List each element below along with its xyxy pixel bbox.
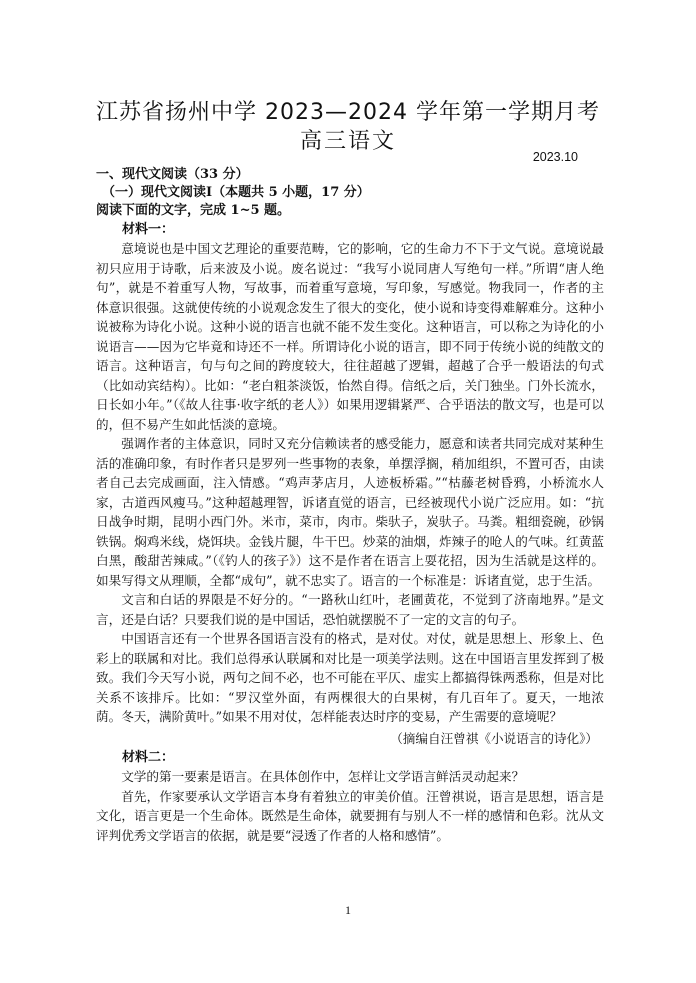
exam-date: 2023.10	[532, 150, 578, 164]
source-citation: （摘编自汪曾祺《小说语言的诗化》）	[390, 730, 598, 746]
section-heading: 一、现代文阅读（33 分）	[96, 167, 249, 182]
exam-title: 江苏省扬州中学 2023—2024 学年第一学期月考	[96, 100, 600, 125]
page-number: 1	[345, 903, 351, 917]
paragraph: 文言和白话的界限是不好分的。“一路秋山红叶，老圃黄花，不觉到了济南地界。”是文言，还是白话？只要我们说的是中国话，恐怕就摆脱不了一定的文言的句子。	[96, 592, 604, 627]
paragraph: 中国语言还有一个世界各国语言没有的格式，是对仗。对仗，就是思想上、形象上、色彩上的联属和对比。我们总得承认联属和对比是一项美学法则。这在中国语言里发挥到了极致。我们今天写小说，两句之间不必，也不可能在平仄、虚实上都搞得铢两悉称，但是对比关系不该排斥。比如：“罗汉堂外面，有两棵很大的白果树，有几百年了。夏天，一地浓荫。冬天，满阶黄叶。”如果不用对仗，怎样能表达时序的变易，产生需要的意境呢？	[96, 631, 604, 724]
material-one-label: 材料一：	[122, 222, 175, 237]
paragraph: 文学的第一要素是语言。在具体创作中，怎样让文学语言鲜活灵动起来？	[121, 769, 525, 784]
material-two-label: 材料二：	[122, 750, 175, 765]
document-body	[96, 166, 604, 845]
exam-subject: 高三语文	[299, 129, 396, 154]
paragraph: 意境说也是中国文艺理论的重要范畴，它的影响，它的生命力不下于文气说。意境说最初只应用于诗歌，后来波及小说。废名说过：“我写小说同唐人写绝句一样。”所谓“唐人绝句”，就是不着重写人物，写故事，而着重写意境，写印象，写感觉。物我同一，作者的主体意识很强。这就使传统的小说观念发生了很大的变化，使小说和诗变得难解难分。这种小说被称为诗化小说。这种小说的语言也就不能不发生变化。这种语言，可以称之为诗化的小说语言——因为它毕竟和诗还不一样。所谓诗化小说的语言，即不同于传统小说的纯散文的语言。这种语言，句与句之间的跨度较大，往往超越了逻辑，超越了合乎一般语法的句式（比如动宾结构）。比如：“老白粗茶淡饭，怡然自得。信纸之后，关门独坐。门外长流水，日长如小年。”（《故人往事·收字纸的老人》）如果用逻辑紧严、合乎语法的散文写，也是可以的，但不易产生如此恬淡的意境。	[96, 241, 604, 432]
reading-instruction: 阅读下面的文字，完成 1~5 题。	[96, 203, 291, 218]
paragraph: 首先，作家要承认文学语言本身有着独立的审美价值。汪曾祺说，语言是思想，语言是文化，语言更是一个生命体。既然是生命体，就要拥有与别人不一样的感情和色彩。沈从文评判优秀文学语言的依据，就是要“浸透了作者的人格和感情”。	[96, 788, 604, 843]
subsection-heading: （一）现代文阅读Ⅰ（本题共 5 小题，17 分）	[102, 185, 370, 200]
paragraph: 强调作者的主体意识，同时又充分信赖读者的感受能力，愿意和读者共同完成对某种生活的准确印象，有时作者只是罗列一些事物的表象，单摆浮搁，稍加组织，不置可否，由读者自己去完成画面，注入情感。“鸡声茅店月，人迹板桥霜。”“枯藤老树昏鸦，小桥流水人家，古道西风瘦马。”这种超越理智，诉诸直觉的语言，已经被现代小说广泛应用。如：“抗日战争时期，昆明小西门外。米市，菜市，肉市。柴驮子，炭驮子。马粪。粗细瓷碗，砂锅铁锅。焖鸡米线，烧饵块。金钱片腿，牛干巴。炒菜的油烟，炸辣子的呛人的气味。红黄蓝白黑，酸甜苦辣咸。”（《钓人的孩子》）这不是作者在语言上耍花招，因为生活就是这样的。如果写得文从理顺，全都“成句”，就不忠实了。语言的一个标准是：诉诸直觉，忠于生活。	[96, 436, 604, 588]
